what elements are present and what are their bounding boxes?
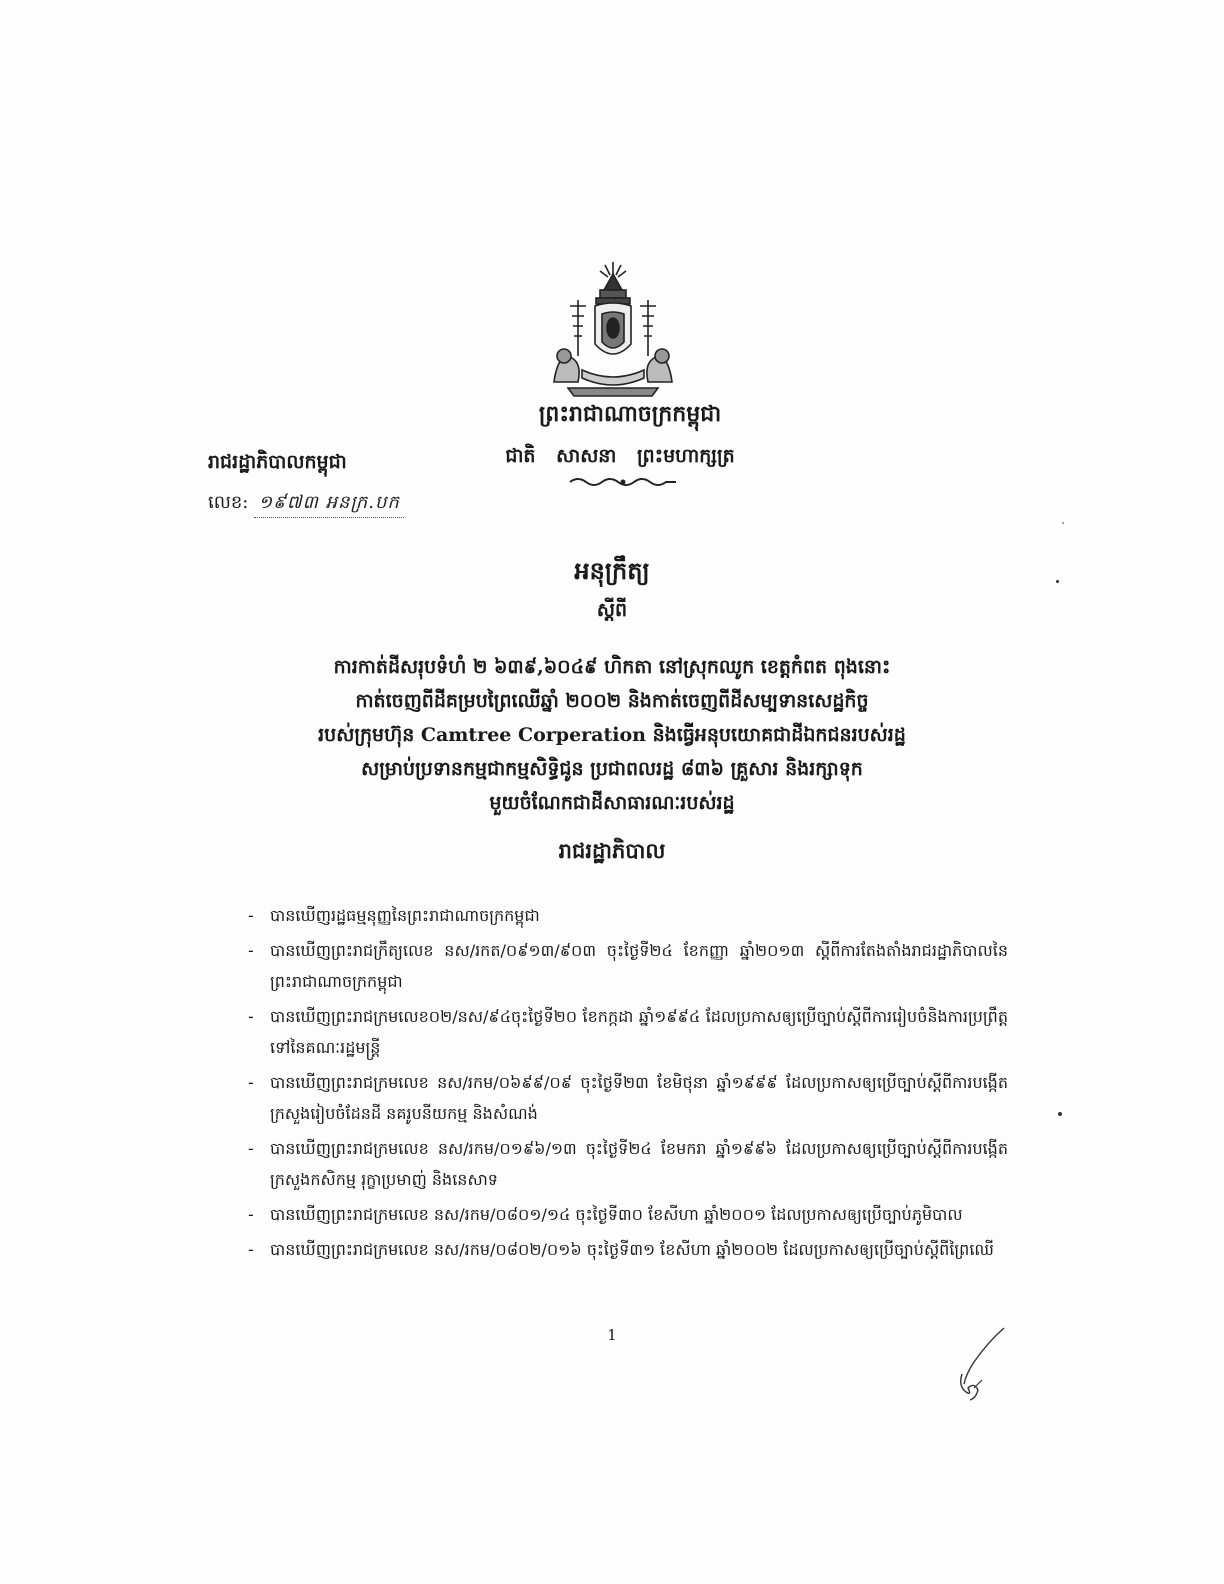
consideration-text: បានឃើញរដ្ឋធម្មនុញ្ញនៃព្រះរាជាណាចក្រកម្ពុជា — [270, 906, 540, 925]
issuing-authority: រាជរដ្ឋាភិបាលកម្ពុជា — [208, 451, 347, 473]
bullet-dash: - — [248, 1139, 254, 1158]
concerning-label: ស្តីពី — [596, 599, 628, 621]
subject-line: សម្រាប់ប្រទានកម្មជាកម្មសិទ្ធិជូន ប្រជាពលរដ្ឋ ៨៣៦ គ្រួសារ និងរក្សាទុក — [361, 758, 863, 780]
bullet-dash: - — [248, 1205, 254, 1224]
bullet-dash: - — [248, 1007, 254, 1026]
list-item — [248, 1234, 1008, 1265]
consideration-text: បានឃើញព្រះរាជក្រមលេខ នស/រកម/០៦៩៩/០៩ ចុះថ្ងៃទី២៣ ខែមិថុនា ឆ្នាំ១៩៩៩ ដែលប្រកាសឲ្យប្រើច្បាប់ស្តីពីការបង្កើតក្រសួងរៀបចំដែនដី នគរូបនីយកម្ម និងសំណង់ — [270, 1073, 1008, 1123]
government-heading: រាជរដ្ឋាភិបាល — [558, 838, 666, 863]
consideration-text: បានឃើញព្រះរាជក្រមលេខ នស/រកម/០១៩៦/១៣ ចុះថ្ងៃទី២៤ ខែមករា ឆ្នាំ១៩៩៦ ដែលប្រកាសឲ្យប្រើច្បាប់ស្តីពីការបង្កើតក្រសួងកសិកម្ម រុក្ខាប្រមាញ់ និងនេសាទ — [270, 1139, 1008, 1189]
subject-line: របស់ក្រុមហ៊ុន Camtree Corperation និងធ្វើអនុបយោគជាដីឯកជនរបស់រដ្ឋ — [318, 724, 906, 746]
reference-line — [208, 490, 404, 518]
reference-label: លេខ: — [208, 492, 249, 513]
list-item — [248, 1133, 1008, 1195]
subject-line: កាត់ចេញពីដីគម្របព្រៃឈើឆ្នាំ ២០០២ និងកាត់ចេញពីដីសម្បទានសេដ្ឋកិច្ច — [355, 690, 869, 712]
consideration-text: បានឃើញព្រះរាជក្រមលេខ នស/រកម/០៨០១/១៤ ចុះថ្ងៃទី៣០ ខែសីហា ឆ្នាំ២០០១ ដែលប្រកាសឲ្យប្រើច្បាប់ភូមិបាល — [270, 1205, 963, 1224]
bullet-dash: - — [248, 1073, 254, 1092]
national-motto: ជាតិ សាសនា ព្រះមហាក្សត្រ — [505, 445, 735, 467]
list-item — [248, 1067, 1008, 1129]
handwritten-signature-icon — [948, 1322, 1018, 1402]
scan-speck — [1062, 522, 1064, 524]
bullet-dash: - — [248, 1240, 254, 1259]
scan-speck — [1056, 580, 1059, 583]
subject-line: មួយចំណែកជាដីសាធារណៈរបស់រដ្ឋ — [489, 792, 735, 814]
list-item — [248, 900, 1008, 931]
consideration-text: បានឃើញព្រះរាជក្រមលេខ នស/រកម/០៨០២/០១៦ ចុះថ្ងៃទី៣១ ខែសីហា ឆ្នាំ២០០២ ដែលប្រកាសឲ្យប្រើច្បាប់ស្តីពីព្រៃឈើ — [270, 1240, 994, 1259]
bullet-dash: - — [248, 941, 254, 960]
list-item — [248, 1001, 1008, 1063]
kingdom-name: ព្រះរាជាណាចក្រកម្ពុជា — [538, 401, 722, 427]
list-item — [248, 935, 1008, 997]
royal-coat-of-arms-emblem — [548, 260, 678, 400]
reference-number: ១៩៧៣ អនក្រ.បក — [254, 490, 403, 518]
considerations-list — [248, 900, 1008, 1269]
scan-speck — [1058, 1112, 1062, 1116]
consideration-text: បានឃើញព្រះរាជក្រឹត្យលេខ នស/រកត/០៩១៣/៩០៣ ចុះថ្ងៃទី២៤ ខែកញ្ញា ឆ្នាំ២០១៣ ស្តីពីការតែងតាំងរាជរដ្ឋាភិបាលនៃព្រះរាជាណាចក្រកម្ពុជា — [270, 941, 1008, 991]
list-item — [248, 1199, 1008, 1230]
subject-block — [262, 650, 962, 820]
page-number: 1 — [607, 1326, 617, 1344]
document-type-heading: អនុក្រឹត្យ — [574, 556, 650, 585]
bullet-dash: - — [248, 906, 254, 925]
ornament-divider-icon — [568, 474, 678, 488]
consideration-text: បានឃើញព្រះរាជក្រមលេខ០២/នស/៩៤ចុះថ្ងៃទី២០ ខែកក្កដា ឆ្នាំ១៩៩៤ ដែលប្រកាសឲ្យប្រើច្បាប់ស្តីពីការរៀបចំនិងការប្រព្រឹត្តទៅនៃគណៈរដ្ឋមន្ត្រី — [270, 1007, 1008, 1057]
subject-line: ការកាត់ដីសរុបទំហំ ២ ៦៣៩,៦០៤៩ ហិកតា នៅស្រុកឈូក ខេត្តកំពត ពុងនោះ — [333, 656, 891, 678]
